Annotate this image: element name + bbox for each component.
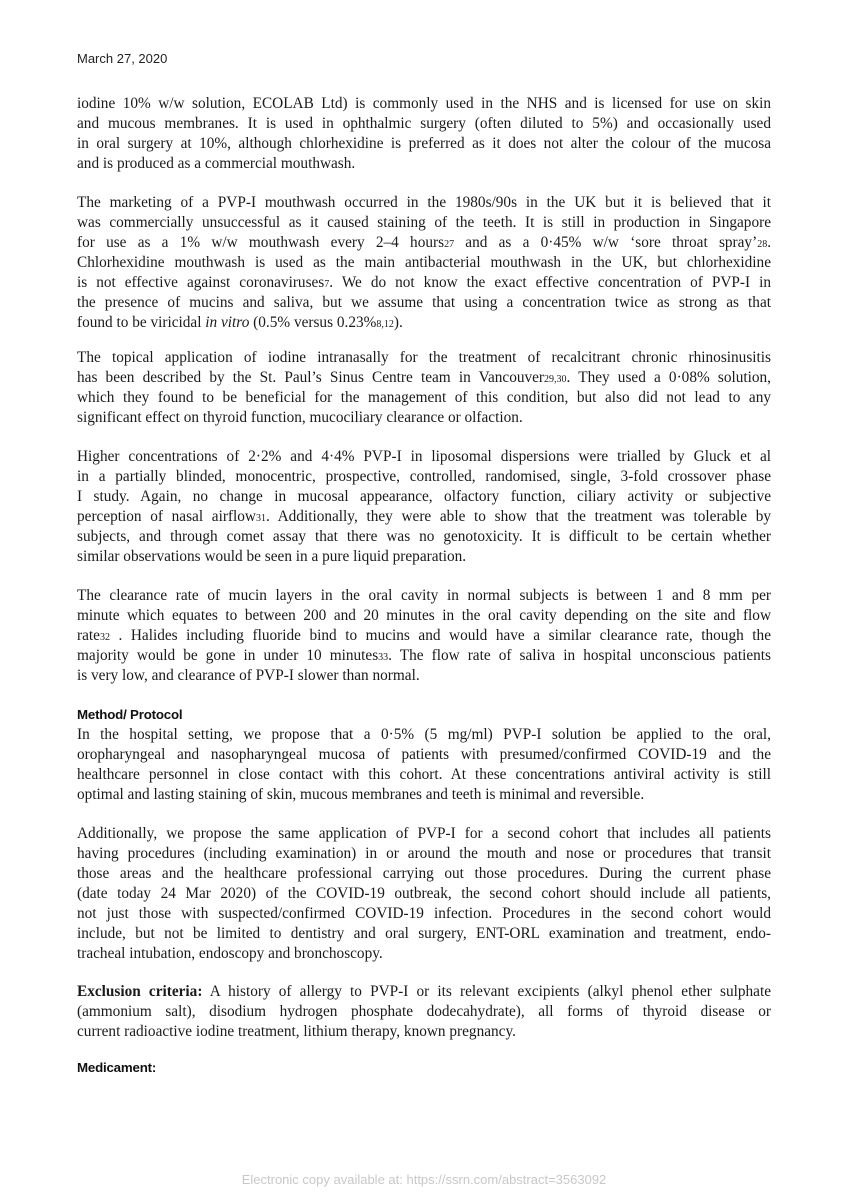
text-line: I study. Again, no change in mucosal appearance, olfactory function, ciliary activity or subjective — [77, 488, 771, 505]
text-line: Additionally, we propose the same application of PVP-I for a second cohort that includes all patients — [77, 825, 771, 842]
paragraph-method-second-cohort — [77, 824, 771, 964]
text-line: rate32 . Halides including fluoride bind to mucins and would have a similar clearance rate, though the — [77, 627, 771, 644]
paragraph-mouthwash-marketing — [77, 193, 771, 333]
citation-ref: 33 — [378, 652, 389, 663]
paragraph-method-hospital — [77, 725, 771, 805]
text-line: tracheal intubation, endoscopy and bronchoscopy. — [77, 945, 383, 962]
text-line: is not effective against coronaviruses7. We do not know the exact effective concentration of PVP-I in — [77, 274, 771, 291]
text-line: The marketing of a PVP-I mouthwash occurred in the 1980s/90s in the UK but it is believed that it — [77, 194, 771, 211]
citation-ref: 7 — [324, 279, 330, 290]
paragraph-intranasal-iodine — [77, 348, 771, 428]
text-line: has been described by the St. Paul’s Sinus Centre team in Vancouver29,30. They used a 0·08% solution, — [77, 369, 771, 386]
text-line: perception of nasal airflow31. Additionally, they were able to show that the treatment was tolerable by — [77, 508, 771, 525]
text-line: was commercially unsuccessful as it caused staining of the teeth. It is still in production in Singapore — [77, 214, 771, 231]
text-line: include, but not be limited to dentistry and oral surgery, ENT-ORL examination and treatment, endo- — [77, 925, 771, 942]
citation-ref: 31 — [255, 513, 266, 524]
text-line: iodine 10% w/w solution, ECOLAB Ltd) is commonly used in the NHS and is licensed for use on skin — [77, 95, 771, 112]
text-line: not just those with suspected/confirmed COVID-19 infection. Procedures in the second cohort would — [77, 905, 771, 922]
text-line: and mucous membranes. It is used in ophthalmic surgery (often diluted to 5%) and occasionally used — [77, 115, 771, 132]
text-line: The clearance rate of mucin layers in the oral cavity in normal subjects is between 1 and 8 mm per — [77, 587, 771, 604]
text-line: those areas and the healthcare professional carrying out those procedures. During the current phase — [77, 865, 771, 882]
text-line: which they found to be beneficial for the management of this condition, but also did not lead to any — [77, 389, 771, 406]
text-line: in a partially blinded, monocentric, prospective, controlled, randomised, single, 3-fold crossover phase — [77, 468, 771, 485]
citation-ref: 28 — [757, 239, 768, 250]
text-line: The topical application of iodine intranasally for the treatment of recalcitrant chronic rhinosinusitis — [77, 349, 771, 366]
text-line: In the hospital setting, we propose that a 0·5% (5 mg/ml) PVP-I solution be applied to the oral, — [77, 726, 771, 743]
text-line: Chlorhexidine mouthwash is used as the main antibacterial mouthwash in the UK, but chlorhexidine — [77, 254, 771, 271]
text-line: significant effect on thyroid function, mucociliary clearance or olfaction. — [77, 409, 523, 426]
text-line: (date today 24 Mar 2020) of the COVID-19 outbreak, the second cohort should include all patients, — [77, 885, 771, 902]
ssrn-footer-link[interactable]: Electronic copy available at: https://ssrn.com/abstract=3563092 — [241, 1172, 607, 1187]
citation-ref: 32 — [99, 632, 110, 643]
text-line: similar observations would be seen in a pure liquid preparation. — [77, 548, 467, 565]
text-line: found to be viricidal in vitro (0.5% versus 0.23%8,12). — [77, 314, 403, 331]
text-line: is very low, and clearance of PVP-I slower than normal. — [77, 667, 420, 684]
text-line: for use as a 1% w/w mouthwash every 2–4 hours27 and as a 0·45% w/w ‘sore throat spray’28. — [77, 234, 772, 251]
text-line: and is produced as a commercial mouthwash. — [77, 155, 356, 172]
text-line: healthcare personnel in close contact with this cohort. At these concentrations antiviral activity is still — [77, 766, 771, 783]
text-line: minute which equates to between 200 and 20 minutes in the oral cavity depending on the site and flow — [77, 607, 771, 624]
section-heading-method-protocol: Method/ Protocol — [77, 707, 183, 722]
citation-ref: 27 — [444, 239, 455, 250]
text-line: oropharyngeal and nasopharyngeal mucosa of patients with presumed/confirmed COVID-19 and the — [77, 746, 771, 763]
page-date: March 27, 2020 — [77, 51, 168, 66]
paragraph-exclusion-criteria — [77, 982, 771, 1042]
exclusion-criteria-label: Exclusion criteria: — [77, 983, 203, 1000]
citation-ref: 8,12 — [376, 319, 394, 330]
text-line: majority would be gone in under 10 minutes33. The flow rate of saliva in hospital unconscious patients — [77, 647, 771, 664]
paragraph-liposomal-trial — [77, 447, 771, 567]
text-line: Exclusion criteria: A history of allergy to PVP-I or its relevant excipients (alkyl phenol ether sulphate — [77, 983, 771, 1000]
citation-ref: 29,30 — [544, 374, 567, 385]
text-line: current radioactive iodine treatment, lithium therapy, known pregnancy. — [77, 1023, 516, 1040]
text-line: Higher concentrations of 2·2% and 4·4% PVP-I in liposomal dispersions were trialled by Gluck et al — [77, 448, 771, 465]
paragraph-iodine-usage — [77, 94, 771, 174]
italic-term: in vitro — [205, 314, 250, 331]
section-heading-medicament: Medicament: — [77, 1060, 157, 1075]
text-line: the presence of mucins and saliva, but we assume that using a concentration twice as strong as that — [77, 294, 771, 311]
text-line: having procedures (including examination) in or around the mouth and nose or procedures that transit — [77, 845, 771, 862]
text-line: (ammonium salt), disodium hydrogen phosphate dodecahydrate), all forms of thyroid disease or — [77, 1003, 771, 1020]
paragraph-mucin-clearance — [77, 586, 771, 686]
text-line: in oral surgery at 10%, although chlorhexidine is preferred as it does not alter the colour of the mucosa — [77, 135, 771, 152]
text-line: subjects, and through comet assay that there was no genotoxicity. It is difficult to be certain whether — [77, 528, 771, 545]
text-line: optimal and lasting staining of skin, mucous membranes and teeth is minimal and reversible. — [77, 786, 645, 803]
